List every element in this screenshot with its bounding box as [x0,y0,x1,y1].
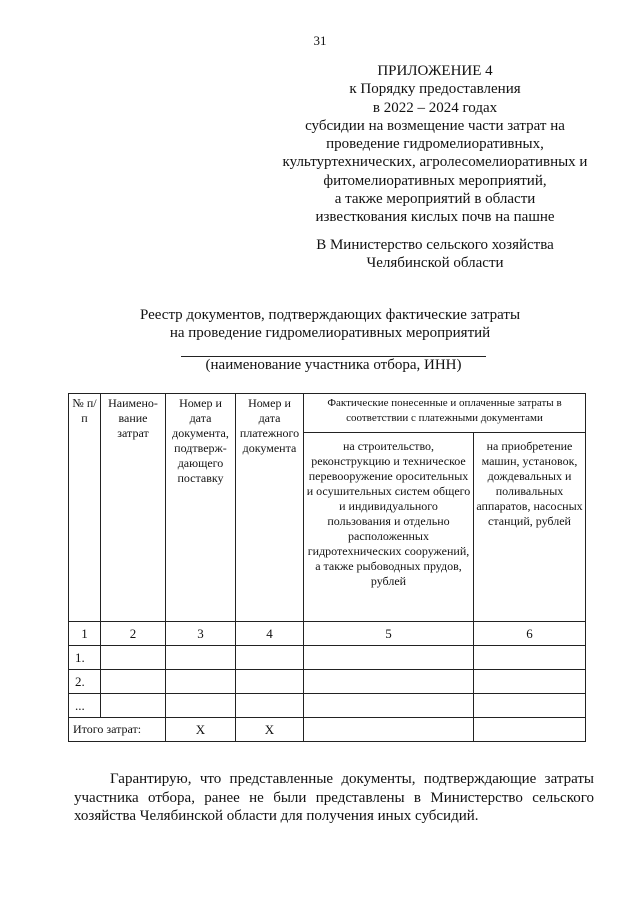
table-cell [236,694,304,718]
table-cell [474,646,586,670]
column-number: 3 [166,622,236,646]
title-line: на проведение гидромелиоративных мероприятий [169,325,491,342]
table-row [69,646,586,670]
column-number: 6 [474,622,586,646]
table-header-row [69,394,586,433]
appendix-line: фитомелиоративных мероприятий, [323,172,547,189]
table-cell [474,718,586,742]
appendix-line: культуртехнических, агролесомелиоративных и [282,154,588,171]
header-equipment-costs: на приобретение машин, установок, дождевальных и поливальных аппаратов, насосных станций, рублей [474,433,586,622]
header-payment-document: Номер и дата платежного документа [236,394,304,622]
total-row [69,718,586,742]
participant-caption: (наименование участника отбора, ИНН) [205,357,462,373]
table-row [69,694,586,718]
table-cell [166,670,236,694]
total-label: Итого затрат: [69,718,166,742]
header-cost-name: Наимено-вание затрат [101,394,166,622]
table-cell [304,694,474,718]
appendix-line: а также мероприятий в области [334,191,536,208]
table-cell [236,646,304,670]
appendix-line: в 2022 – 2024 годах [372,99,498,116]
header-number: № п/п [69,394,101,622]
table-cell [304,670,474,694]
addressee [250,236,620,273]
header-actual-costs-group: Фактические понесенные и оплаченные затраты в соответствии с платежными документами [304,394,586,433]
appendix-line: субсидии на возмещение части затрат на [305,117,565,134]
row-number: 2. [69,670,101,694]
appendix-title: ПРИЛОЖЕНИЕ 4 [377,63,493,79]
guarantee-statement: Гарантирую, что представленные документы, подтверждающие затраты участника отбора, ранее не были представлены в Министерство сельского хозяйства Челябинской области для получения иных субсидий. [74,771,594,824]
appendix-line: к Порядку предоставления [349,81,521,98]
column-number: 4 [236,622,304,646]
title-line: Реестр документов, подтверждающих фактические затраты [139,307,521,323]
table-cell [166,646,236,670]
appendix-header [250,62,620,227]
table-row [69,670,586,694]
document-title [60,306,600,343]
appendix-line: проведение гидромелиоративных, [326,136,544,153]
column-number: 1 [69,622,101,646]
table-cell [304,646,474,670]
registry-table [68,393,586,742]
page-number: 31 [313,33,327,48]
table-cell [474,670,586,694]
table-cell [236,670,304,694]
column-number-row [69,622,586,646]
total-delivery-mark: Х [166,718,236,742]
header-delivery-document: Номер и дата документа, подтверж-дающего поставку [166,394,236,622]
addressee-line: Челябинской области [366,255,504,272]
addressee-line: В Министерство сельского хозяйства [316,237,554,253]
table-cell [474,694,586,718]
appendix-line: известкования кислых почв на пашне [315,209,555,226]
column-number: 2 [101,622,166,646]
table-cell [101,694,166,718]
row-number: ... [69,694,101,718]
table-cell [166,694,236,718]
total-payment-mark: Х [236,718,304,742]
table-cell [101,646,166,670]
header-construction-costs: на строительство, реконструкцию и техническое перевооружение оросительных и осушительных систем общего и индивидуального пользования и отдельно расположенных гидротехнических сооружений, а также рыбоводных прудов, рублей [304,433,474,622]
column-number: 5 [304,622,474,646]
row-number: 1. [69,646,101,670]
table-cell [304,718,474,742]
table-cell [101,670,166,694]
